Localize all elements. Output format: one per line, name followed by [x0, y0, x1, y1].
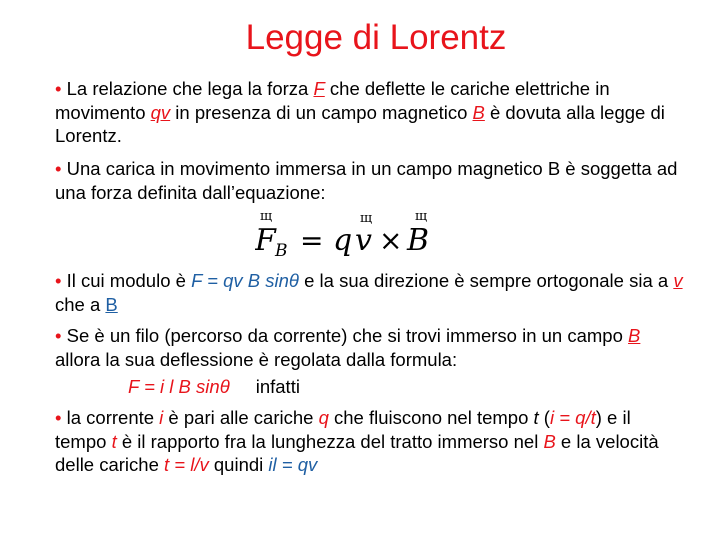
paragraph-modulus: [55, 269, 685, 316]
time-definition: t = l/v: [164, 454, 209, 475]
text: La relazione che lega la forza: [66, 78, 314, 99]
text: che a: [55, 293, 106, 315]
var-B: B: [543, 430, 556, 452]
paragraph-charge-force: [55, 157, 685, 204]
wire-formula-expr: F = i l B sin: [128, 376, 220, 397]
bullet: •: [55, 158, 62, 179]
result-formula: il = qv: [268, 454, 318, 475]
paragraph-current: [55, 406, 685, 477]
var-F: F: [313, 78, 325, 99]
eq-F: F: [255, 223, 276, 258]
text: e la velocità delle cariche: [55, 430, 659, 475]
var-B: B: [472, 101, 485, 123]
text: Una carica in movimento immersa in un campo magnetico B è soggetta ad una forza definita dall’equazione:: [55, 158, 678, 203]
paragraph-lorentz-intro: [55, 77, 685, 148]
text: la corrente: [66, 407, 160, 428]
text: ) e il tempo: [55, 407, 631, 452]
theta-symbol: θ: [219, 376, 230, 397]
eq-B: B: [407, 223, 430, 258]
var-q: q: [318, 407, 329, 428]
var-qv: qv: [150, 101, 171, 123]
text: è pari alle cariche: [163, 407, 319, 428]
vector-marker-F: щ: [260, 209, 273, 224]
bullet: •: [55, 407, 62, 428]
var-t: t: [111, 430, 117, 452]
text: quindi: [208, 454, 269, 475]
var-v: v: [673, 270, 683, 291]
text: che fluiscono nel tempo: [328, 407, 534, 428]
text: Il cui modulo è: [66, 270, 192, 291]
var-t: t: [533, 407, 539, 428]
text: allora la sua deflessione è regolata dalla formula:: [55, 348, 458, 370]
text: è dovuta alla legge di Lorentz.: [55, 101, 665, 146]
eq-sub-B: B: [275, 241, 288, 258]
vector-marker-B: щ: [415, 209, 428, 224]
eq-equals: =: [300, 224, 324, 257]
modulus-formula: F = qv B sin: [191, 270, 289, 291]
eq-q: q: [333, 223, 353, 258]
paragraph-wire: [55, 324, 685, 371]
text: in presenza di un campo magnetico: [170, 101, 473, 123]
bullet: •: [55, 325, 62, 346]
current-definition: i = q/t: [549, 407, 596, 428]
theta-symbol: θ: [288, 270, 299, 291]
lorentz-equation: [255, 208, 455, 258]
wire-formula: [128, 376, 300, 398]
var-B: B: [105, 293, 118, 315]
var-i: i: [159, 407, 164, 428]
text: che deflette le cariche elettriche in movimento: [55, 78, 610, 123]
infatti-text: infatti: [255, 376, 300, 397]
text: (: [538, 407, 550, 428]
eq-v: v: [355, 223, 372, 258]
slide-title: Legge di Lorentz: [245, 18, 507, 57]
text: e la sua direzione è sempre ortogonale sia a: [298, 270, 674, 291]
text: Se è un filo (percorso da corrente) che si trovi immerso in un campo: [66, 325, 629, 346]
eq-times: ×: [379, 224, 403, 257]
bullet: •: [55, 78, 62, 99]
vector-marker-v: щ: [360, 211, 373, 226]
bullet: •: [55, 270, 62, 291]
var-B: B: [628, 325, 641, 346]
text: è il rapporto fra la lunghezza del tratto immerso nel: [116, 430, 544, 452]
